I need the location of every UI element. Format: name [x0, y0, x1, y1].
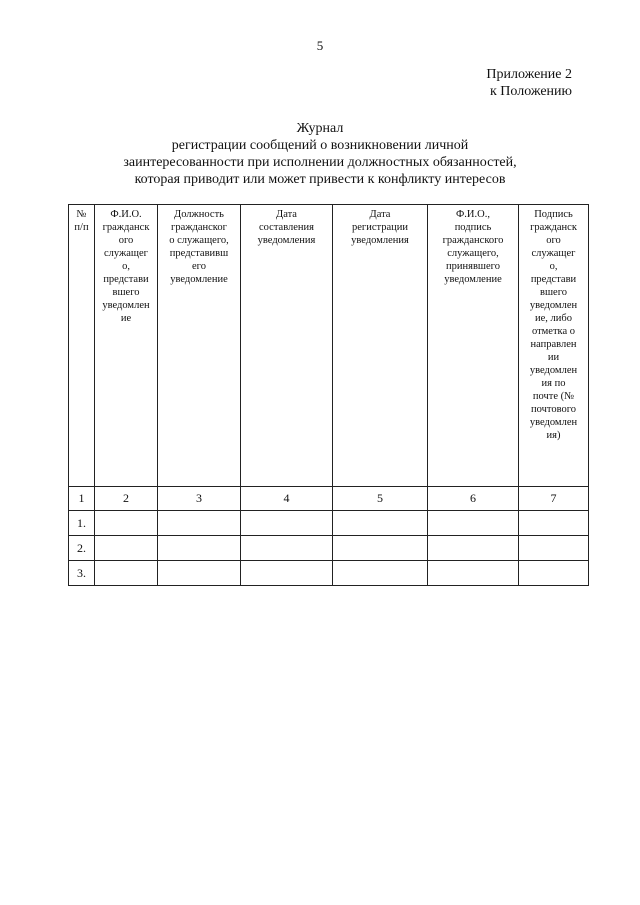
journal-table: [68, 204, 589, 586]
row-number-cell: 3.: [69, 561, 95, 586]
page-number: 5: [316, 38, 324, 53]
header-cell-line: ого: [546, 235, 561, 246]
document-title: [0, 120, 640, 188]
header-cell-line: представи: [530, 274, 577, 285]
column-number-cell: 1: [69, 487, 95, 511]
header-cell-line: гражданск: [102, 222, 150, 233]
header-cell: [333, 205, 428, 487]
empty-cell: [95, 561, 158, 586]
empty-cell: [95, 511, 158, 536]
header-cell-line: вшего: [112, 287, 140, 298]
header-cell: [241, 205, 333, 487]
empty-cell: [333, 536, 428, 561]
header-cell-line: ия по: [541, 378, 566, 389]
empty-cell: [95, 536, 158, 561]
header-cell-line: подпись: [454, 222, 492, 233]
header-cell-line: представивш: [169, 248, 229, 259]
header-cell-line: представи: [103, 274, 149, 285]
header-cell-line: уведомлен: [102, 300, 150, 311]
empty-cell: [428, 511, 519, 536]
title-line-3: заинтересованности при исполнении должностных обязанностей,: [123, 155, 517, 170]
header-cell-line: отметка о: [531, 326, 576, 337]
table-row: [69, 561, 589, 586]
header-cell-line: уведомлен: [529, 300, 578, 311]
header-cell-line: о,: [549, 261, 558, 272]
header-cell-line: ие: [120, 313, 132, 324]
empty-cell: [241, 511, 333, 536]
empty-cell: [519, 536, 589, 561]
header-cell-line: уведомление: [444, 274, 502, 285]
header-cell-line: уведомления: [257, 235, 316, 246]
header-cell-line: ого: [118, 235, 134, 246]
header-cell: [95, 205, 158, 487]
header-cell-line: уведомления: [351, 235, 409, 246]
header-cell-line: служащег: [104, 248, 148, 259]
header-cell-line: Подпись: [534, 209, 573, 220]
column-number-cell: 3: [158, 487, 241, 511]
header-cell-line: ия): [546, 430, 561, 441]
header-cell: [428, 205, 519, 487]
header-cell-line: ии: [547, 352, 560, 363]
header-cell-line: вшего: [540, 287, 567, 298]
header-cell-line: гражданского: [442, 235, 504, 246]
empty-cell: [519, 511, 589, 536]
empty-cell: [158, 561, 241, 586]
header-cell-line: о служащего,: [169, 235, 229, 246]
header-cell-line: служащег: [531, 248, 576, 259]
appendix-line-1: Приложение 2: [486, 67, 572, 82]
column-number-row: [69, 487, 589, 511]
header-cell: [69, 205, 95, 487]
empty-cell: [333, 561, 428, 586]
column-number-cell: 5: [333, 487, 428, 511]
empty-cell: [428, 561, 519, 586]
header-cell-line: Должность: [174, 209, 224, 220]
empty-cell: [428, 536, 519, 561]
table-row: [69, 536, 589, 561]
header-cell: [158, 205, 241, 487]
empty-cell: [158, 511, 241, 536]
empty-cell: [158, 536, 241, 561]
header-cell-line: Дата: [276, 209, 297, 220]
title-line-2: регистрации сообщений о возникновении личной: [171, 138, 469, 153]
title-line-4: которая приводит или может привести к конфликту интересов: [134, 172, 506, 187]
header-cell-line: почтового: [530, 404, 576, 415]
header-cell-line: ие, либо: [535, 313, 572, 324]
header-cell-line: №: [76, 209, 87, 220]
header-cell-line: составления: [259, 222, 314, 233]
empty-cell: [333, 511, 428, 536]
title-line-1: Журнал: [296, 121, 344, 136]
header-cell-line: уведомлен: [529, 365, 578, 376]
column-number-cell: 7: [519, 487, 589, 511]
header-cell-line: п/п: [74, 222, 89, 233]
table-row: [69, 511, 589, 536]
header-cell-line: гражданског: [171, 222, 227, 233]
appendix-note: [486, 66, 572, 100]
header-cell-line: почте (№: [532, 391, 575, 402]
header-cell-line: принявшего: [446, 261, 500, 272]
header-cell: [519, 205, 589, 487]
empty-cell: [241, 536, 333, 561]
header-cell-line: регистрации: [352, 222, 408, 233]
empty-cell: [241, 561, 333, 586]
appendix-line-2: к Положению: [489, 84, 572, 99]
header-cell-line: Дата: [369, 209, 391, 220]
row-number-cell: 2.: [69, 536, 95, 561]
table-header-row: [69, 205, 589, 487]
column-number-cell: 4: [241, 487, 333, 511]
header-cell-line: уведомление: [170, 274, 228, 285]
row-number-cell: 1.: [69, 511, 95, 536]
header-cell-line: Ф.И.О.,: [456, 209, 490, 220]
empty-cell: [519, 561, 589, 586]
header-cell-line: о,: [122, 261, 130, 272]
header-cell-line: уведомлен: [529, 417, 578, 428]
header-cell-line: гражданск: [530, 222, 577, 233]
header-cell-line: направлен: [530, 339, 577, 350]
column-number-cell: 2: [95, 487, 158, 511]
column-number-cell: 6: [428, 487, 519, 511]
header-cell-line: его: [192, 261, 206, 272]
header-cell-line: служащего,: [447, 248, 499, 259]
header-cell-line: Ф.И.О.: [110, 209, 142, 220]
